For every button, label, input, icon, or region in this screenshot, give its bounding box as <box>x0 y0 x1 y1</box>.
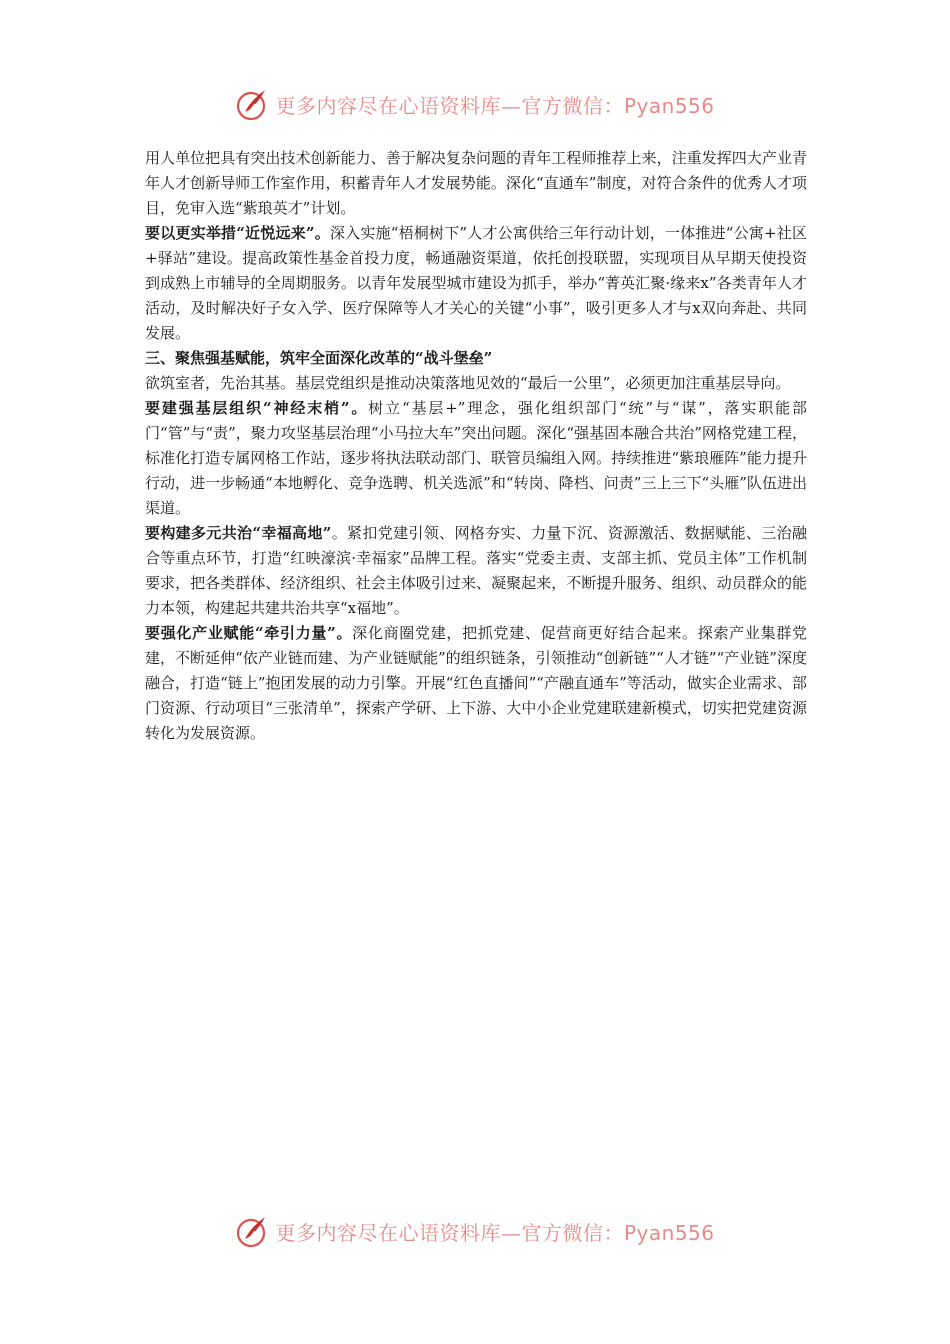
banner-slogan: 更多内容尽在心语资料库—官方微信： <box>275 93 624 118</box>
quill-logo-icon <box>235 86 271 122</box>
header-banner <box>0 84 950 124</box>
section-heading: 三、聚焦强基赋能，筑牢全面深化改革的“战斗堡垒” <box>145 349 493 367</box>
paragraph-lead: 要强化产业赋能“牵引力量”。 <box>145 624 353 642</box>
paragraph-lead: 要构建多元共治“幸福高地” <box>145 524 332 542</box>
banner-wechat-id: Pyan556 <box>623 1220 715 1245</box>
banner-wechat-id: Pyan556 <box>623 93 715 118</box>
paragraph-lead: 要以更实举措“近悦远来”。 <box>145 224 330 242</box>
paragraph-lead: 要建强基层组织“神经末梢”。 <box>145 399 369 417</box>
footer-banner <box>0 1211 950 1251</box>
paragraph: 欲筑室者，先治其基。基层党组织是推动决策落地见效的“最后一公里”，必须更加注重基层导向。 <box>145 374 791 392</box>
banner-text <box>275 90 714 119</box>
paragraph: 要构建多元共治“幸福高地”。紧扣党建引领、网格夯实、力量下沉、资源激活、数据赋能、三治融合等重点环节，打造“红映濠滨·幸福家”品牌工程。落实“党委主责、支部主抓、党员主体”工作机制要求，把各类群体、经济组织、社会主体吸引过来、凝聚起来，不断提升服务、组织、动员群众的能力本领，构建起共建共治共享“x福地”。 <box>145 524 807 617</box>
paragraph: 要强化产业赋能“牵引力量”。深化商圈党建，把抓党建、促营商更好结合起来。探索产业集群党建，不断延伸“依产业链而建、为产业链赋能”的组织链条，引领推动“创新链”“人才链”“产业链”深度融合，打造“链上”抱团发展的动力引擎。开展“红色直播间”“产融直通车”等活动，做实企业需求、部门资源、行动项目“三张清单”，探索产学研、上下游、大中小企业党建联建新模式，切实把党建资源转化为发展资源。 <box>145 624 807 742</box>
paragraph: 要建强基层组织“神经末梢”。树立“基层+”理念，强化组织部门“统”与“谋”，落实职能部门“管”与“责”，聚力攻坚基层治理“小马拉大车”突出问题。深化“强基固本融合共治”网格党建工程，标准化打造专属网格工作站，逐步将执法联动部门、联管员编组入网。持续推进“紫琅雁阵”能力提升行动，进一步畅通“本地孵化、竞争选聘、机关选派”和“转岗、降档、问责”三上三下“头雁”队伍进出渠道。 <box>145 399 807 517</box>
document-body <box>145 146 807 746</box>
paragraph: 要以更实举措“近悦远来”。深入实施“梧桐树下”人才公寓供给三年行动计划，一体推进“公寓+社区+驿站”建设。提高政策性基金首投力度，畅通融资渠道，依托创投联盟，实现项目从早期天使投资到成熟上市辅导的全周期服务。以青年发展型城市建设为抓手，举办“菁英汇聚·缘来x”各类青年人才活动，及时解决好子女入学、医疗保障等人才关心的关键“小事”，吸引更多人才与x双向奔赴、共同发展。 <box>145 224 807 342</box>
banner-slogan: 更多内容尽在心语资料库—官方微信： <box>275 1220 624 1245</box>
quill-logo-icon <box>235 1213 271 1249</box>
banner-text <box>275 1217 714 1246</box>
paragraph: 用人单位把具有突出技术创新能力、善于解决复杂问题的青年工程师推荐上来，注重发挥四大产业青年人才创新导师工作室作用，积蓄青年人才发展势能。深化“直通车”制度，对符合条件的优秀人才项目，免审入选“紫琅英才”计划。 <box>145 149 807 217</box>
